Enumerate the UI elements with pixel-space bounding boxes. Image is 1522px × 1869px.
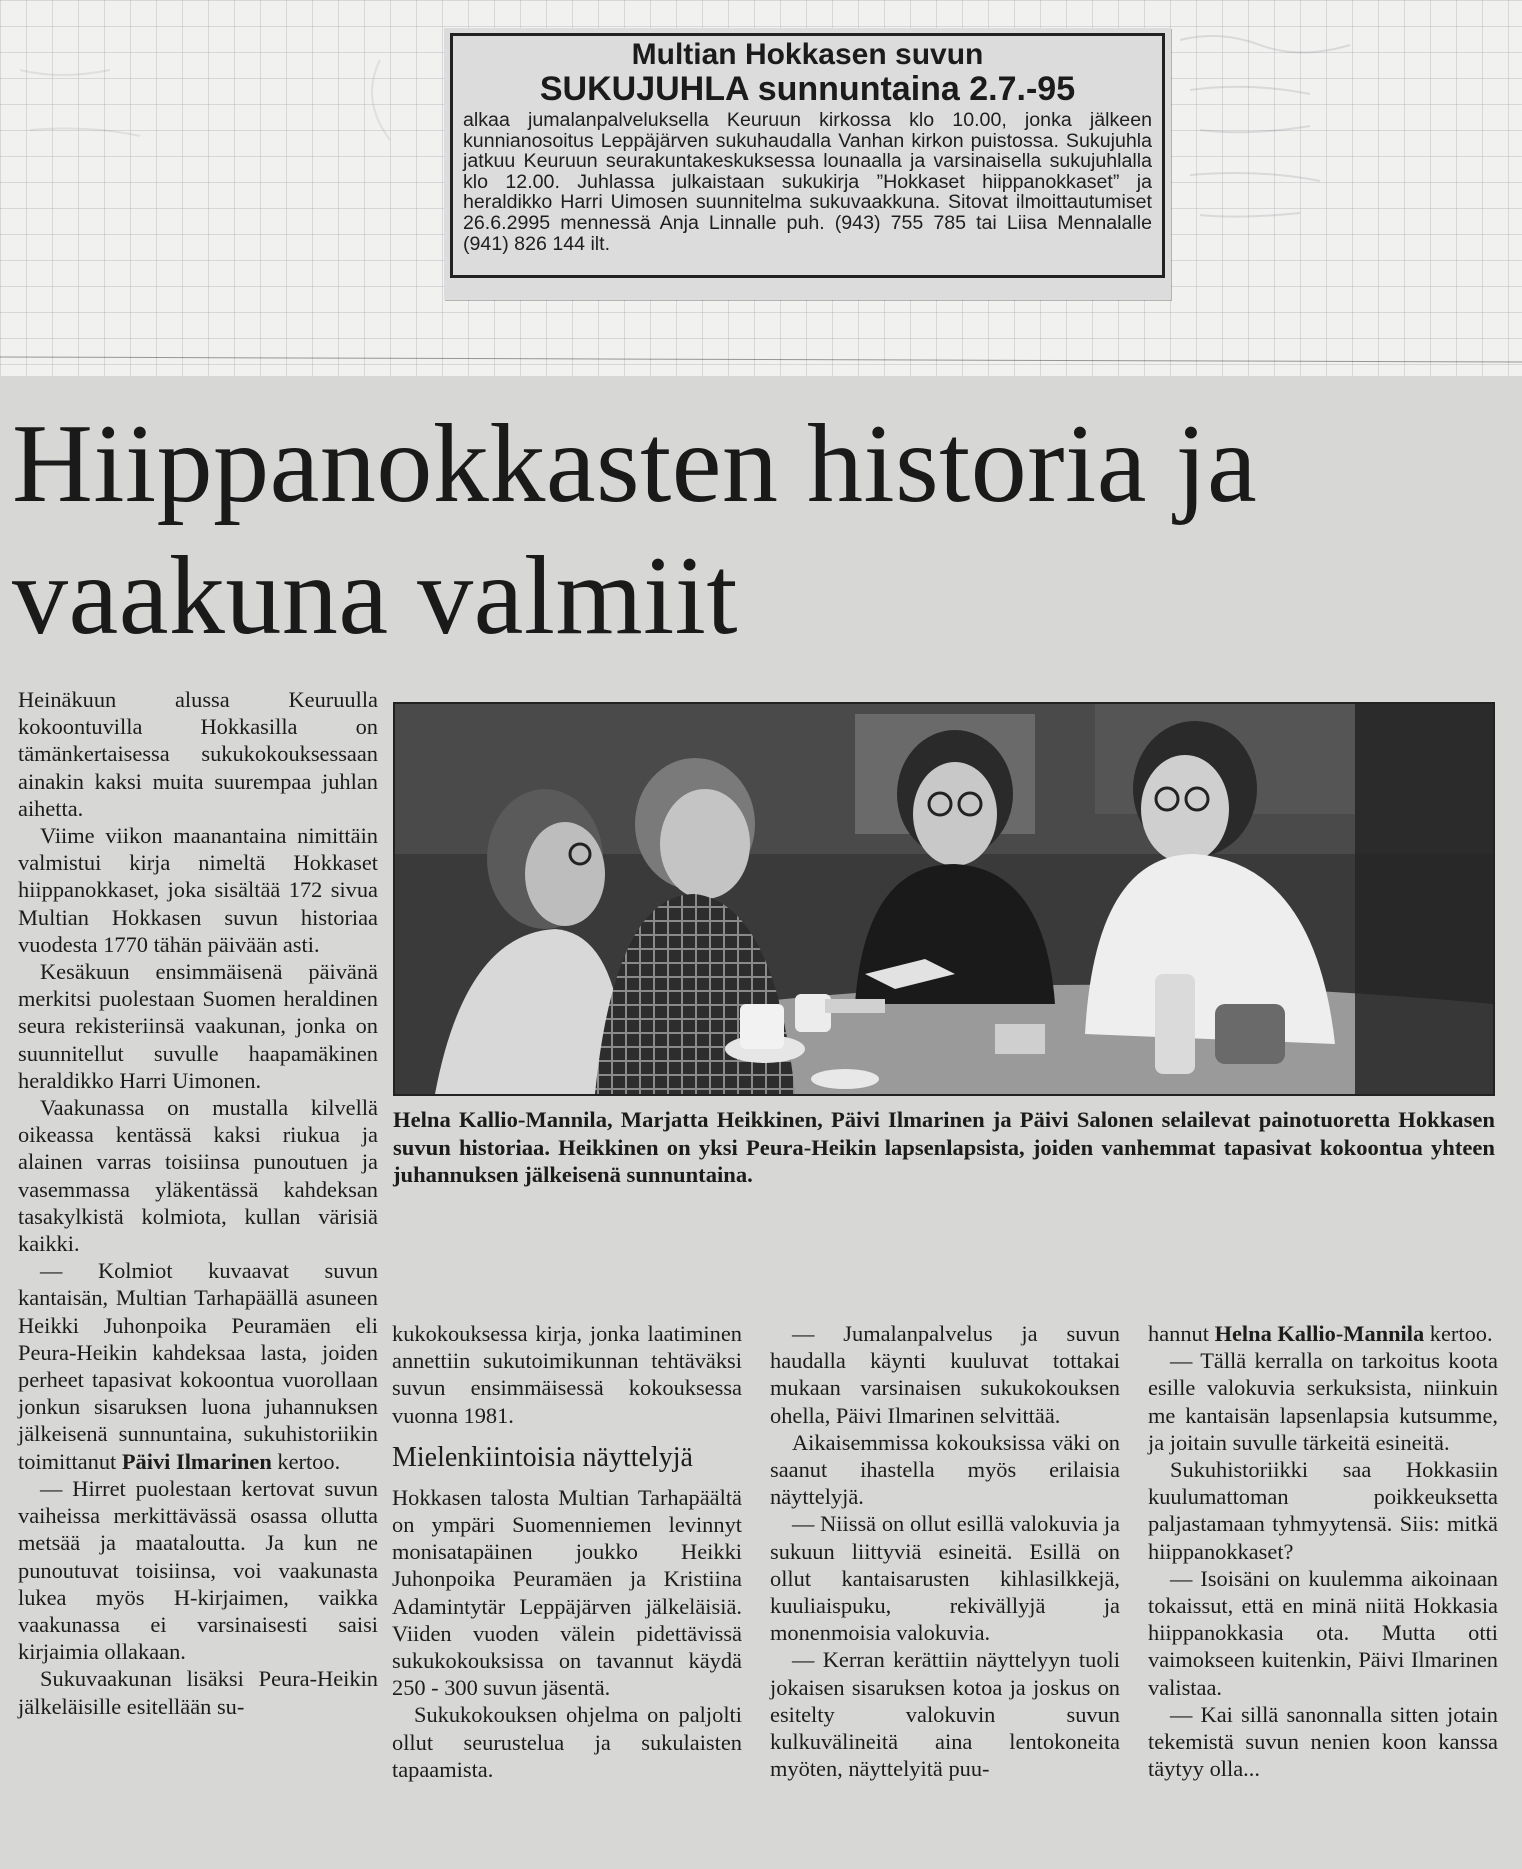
- notice-title: Multian Hokkasen suvun: [631, 38, 984, 71]
- paragraph: — Kai sillä sanonnalla sitten jotain tekemistä suvun nenien koon kanssa täytyy olla...: [1148, 1701, 1498, 1782]
- paragraph: Aikaisemmissa kokouksissa väki on saanut ihastella myös erilaisia näyttelyjä.: [770, 1429, 1120, 1510]
- article-column-2: [392, 1320, 742, 1783]
- paragraph: — Tällä kerralla on tarkoitus koota esille valokuvia serkuksista, niinkuin me kantaisän lapsenlapsia kutsumme, ja joitain suvulle tärkeitä esineitä.: [1148, 1348, 1498, 1455]
- paragraph-text: kertoo.: [277, 1448, 341, 1474]
- article-headline: Hiippanokkasten historia ja vaakuna valmiit: [12, 402, 1258, 658]
- paragraph: Sukukokouksen ohjelma on paljolti ollut seurustelua ja sukulaisten tapaamista.: [392, 1702, 742, 1782]
- paragraph: — Isoisäni on kuulemma aikoinaan tokaissut, että en minä niitä Hokkasia hiippanokkasia ota. Mutta otti vaimokseen kuitenkin, Päivi Ilmarinen valistaa.: [1148, 1565, 1498, 1700]
- paragraph: Heinäkuun alussa Keuruulla kokoontuvilla Hokkasilla on tämänkertaisessa sukukokouksessaan ainakin kaksi muita suurempaa juhlan aihetta.: [18, 687, 378, 821]
- person-name: Päivi Ilmarinen: [121, 1448, 272, 1474]
- paragraph: Viime viikon maanantaina nimittäin valmistui kirja nimeltä Hokkaset hiippanokkaset, joka sisältää 172 sivua Multian Hokkasen suvun historiaa vuodesta 1770 tähän päivään asti.: [18, 823, 378, 957]
- paragraph: — Jumalanpalvelus ja suvun haudalla käynti kuuluvat tottakai mukaan varsinaisen sukukokouksen ohella, Päivi Ilmarinen selvittää.: [770, 1321, 1120, 1428]
- paragraph: Sukuvaakunan lisäksi Peura-Heikin jälkeläisille esitellään su-: [18, 1666, 378, 1719]
- article-column-4: [1148, 1320, 1498, 1782]
- article-column-1: [18, 686, 378, 1720]
- paragraph: — Niissä on ollut esillä valokuvia ja sukuun liittyviä esineitä. Esillä on ollut kantaisarusten kihlasilkkejä, kuuliaispuku, rekivällyjä ja monenmoisia valokuvia.: [770, 1511, 1120, 1646]
- section-subheading: Mielenkiintoisia näyttelyjä: [392, 1441, 693, 1473]
- newspaper-article: [0, 376, 1522, 1869]
- event-notice: [444, 28, 1171, 300]
- article-column-3: [770, 1320, 1120, 1782]
- paragraph-text: kertoo.: [1429, 1321, 1493, 1346]
- paragraph: Sukuhistoriikki saa Hokkasiin kuulumattoman poikkeuksetta paljastamaan tyhmyytensä. Siis: mitkä hiippanokkaset?: [1148, 1457, 1498, 1564]
- paragraph: Vaakunassa on mustalla kilvellä oikeassa kentässä kaksi riukua ja alainen varras toisiinsa punoutuen ja vasemmassa yläkentässä kahdeksan tasakylkistä kolmiota, kullan värisiä kaikki.: [18, 1095, 378, 1257]
- paragraph: Hokkasen talosta Multian Tarhapäältä on ympäri Suomenniemen levinnyt monisatapäinen joukko Heikki Juhonpoika Peuramäen ja Kristiina Adamintytär Leppäjärven jälkeläisiä. Viiden vuoden välein pidettävissä sukukokouksissa on tavannut käydä 250 - 300 suvun jäsentä.: [392, 1484, 742, 1701]
- notice-body: alkaa jumalanpalveluksella Keuruun kirkossa klo 10.00, jonka jälkeen kunnianosoitus Leppäjärven sukuhaudalla Vanhan kirkon puistossa. Sukujuhla jatkuu Keuruun seurakuntakeskuksessa lounaalla ja varsinaisella sukujuhlalla klo 12.00. Juhlassa julkaistaan sukukirja ”Hokkaset hiippanokkaset” ja heraldikko Harri Uimosen suunnitelma sukuvaakkuna. Sitovat ilmoittautumiset 26.6.2995 mennessä Anja Linnalle puh. (943) 755 785 tai Liisa Mennalalle (941) 826 144 ilt.: [463, 109, 1152, 255]
- paragraph: — Kerran kerättiin näyttelyyn tuoli jokaisen sisaruksen kotoa ja joskus on esitelty valokuvin suvun kulkuvälineitä aina lentokoneita myöten, näyttelyitä puu-: [770, 1647, 1120, 1782]
- paragraph-text: hannut: [1148, 1321, 1209, 1346]
- paragraph: Kesäkuun ensimmäisenä päivänä merkitsi puolestaan Suomen heraldinen seura rekisteriinsä vaakunan, jonka on suunnitellut suvulle haapamäkinen heraldikko Harri Uimonen.: [18, 959, 378, 1093]
- notice-frame: [450, 33, 1165, 278]
- paragraph: [1148, 1320, 1498, 1347]
- paragraph: — Hirret puolestaan kertovat suvun vaiheissa merkittävässä osassa ollutta metsää ja maataloutta. Ja kun ne punoutuvat toisiinsa, voi vaakunasta lukea myös H-kirjaimen, vaikka vaakunassa ei varsinaisesti saisi kirjaimia ollakaan.: [18, 1475, 378, 1665]
- paragraph-text: — Kolmiot kuvaavat suvun kantaisän, Multian Tarhapäällä asuneen Heikki Juhonpoika Peuramäen eli Peura-Heikin kahdeksaa lasta, joiden perheet tapasivat kokoontua vuorollaan jonkun sisaruksen luona juhannuksen jälkeisenä sunnuntaina, sukuhistoriikin toimittanut: [18, 1258, 378, 1474]
- paragraph: [18, 1257, 378, 1475]
- photo-illustration: [395, 704, 1493, 1094]
- notice-subtitle: SUKUJUHLA sunnuntaina 2.7.-95: [539, 70, 1076, 108]
- photo-caption: Helna Kallio-Mannila, Marjatta Heikkinen, Päivi Ilmarinen ja Päivi Salonen selailevat painotuoretta Hokkasen suvun historiaa. Heikkinen on yksi Peura-Heikin lapsenlapsista, joiden vanhemmat tapasivat kokoontua yhteen juhannuksen jälkeisenä sunnuntaina.: [393, 1107, 1495, 1188]
- person-name: Helna Kallio-Mannila: [1214, 1321, 1425, 1346]
- paragraph: kukokouksessa kirja, jonka laatiminen annettiin sukutoimikunnan tehtäväksi suvun ensimmäisessä kokouksessa vuonna 1981.: [392, 1321, 742, 1428]
- article-photo: [393, 702, 1495, 1096]
